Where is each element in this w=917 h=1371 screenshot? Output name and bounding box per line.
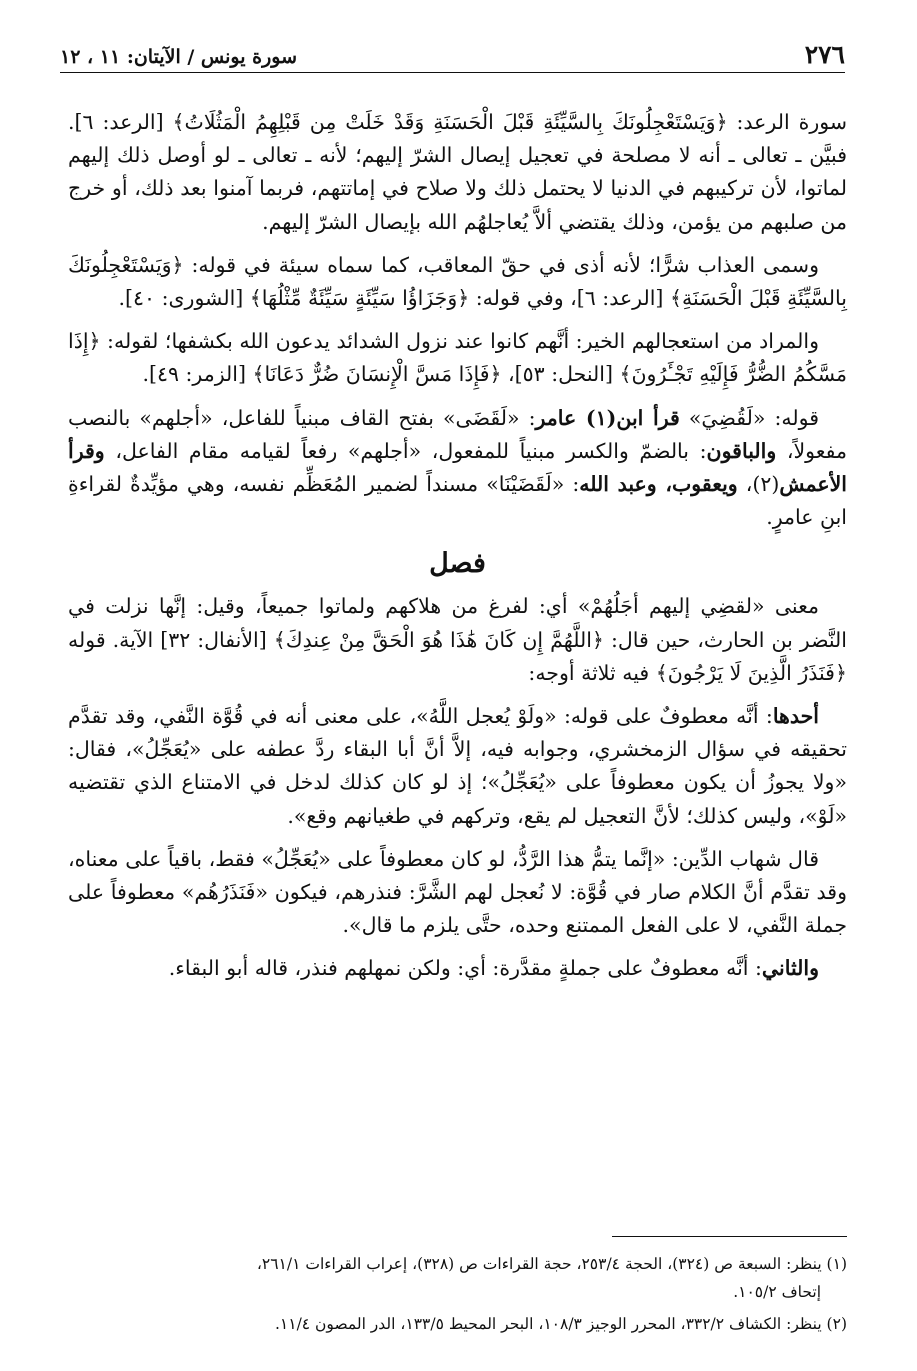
running-header <box>60 40 845 74</box>
paragraph-4-text: : بالضمّ والكسر مبنياً للمفعول، «أجلهم» رفعاً لقيامه مقام الفاعل، <box>104 438 707 463</box>
paragraph-1: سورة الرعد: ﴿وَيَسْتَعْجِلُونَكَ بِالسَّيِّئَةِ قَبْلَ الْحَسَنَةِ وَقَدْ خَلَتْ مِن قَبْلِهِمُ الْمَثُلَاتُ﴾ [الرعد: ٦]. فبيَّن ـ تعالى ـ أنه لا مصلحة في تعجيل إيصال الشرّ إليهم؛ لأنه ـ تعالى ـ لو أوصل ذلك إليهم لماتوا، لأن تركيبهم في الدنيا لا يحتمل ذلك ولا صلاح في إماتتهم، فربما آمنوا بعد ذلك، أو خرج من صلبهم من يؤمن، وذلك يقتضي ألاَّ يُعاجلهُم الله بإيصال الشرّ إليهم. <box>68 110 847 234</box>
main-text <box>68 106 847 996</box>
paragraph-4-text: : «لَقَضَى» بفتح القاف مبنياً للفاعل، «أجلهم» بالنصب مفعولاً، <box>68 405 847 463</box>
paragraph-8-text: : أنَّه معطوفٌ على جملةٍ مقدَّرة: أي: ولكن نمهلهم فنذر، قاله أبو البقاء. <box>168 956 762 981</box>
point-label-second: والثاني <box>761 956 819 981</box>
paragraph-5: معنى «لقضِي إليهم أجَلُهُمْ» أي: لفرغ من هلاكهم ولماتوا جميعاً، وقيل: إنَّها نزلت في النَّضر بن الحارث، حين قال: ﴿اللَّهُمَّ إِن كَانَ هَٰذَا هُوَ الْحَقَّ مِنْ عِندِكَ﴾ [الأنفال: ٣٢] الآية. قوله ﴿فَنَذَرُ الَّذِينَ لَا يَرْجُونَ﴾ فيه ثلاثة أوجه: <box>68 594 847 685</box>
footnote-ref-2: (٢)، <box>737 472 780 497</box>
footnote-1-continuation: إتحاف ١٠٥/٢. <box>733 1283 821 1301</box>
footnote-ref-1: (١) عامر <box>535 405 617 430</box>
footnote-1-text: (١) ينظر: السبعة ص (٣٢٤)، الحجة ٢٥٣/٤، حجة القراءات ص (٣٢٨)، إعراب القراءات ٢٦١/١، <box>256 1255 847 1273</box>
paragraph-4-text: قوله: «لَقُضِيَ» <box>679 405 820 430</box>
header-title: سورة يونس / الآيتان: ١١ ، ١٢ <box>60 46 297 68</box>
reader-amash: وقرأ الأعمش <box>68 438 847 497</box>
paragraph-4 <box>68 402 847 535</box>
page-number: ٢٧٦ <box>804 40 845 69</box>
footnotes <box>66 1250 847 1342</box>
reader-others: والباقون <box>706 438 777 463</box>
reader-yaqub-abdullah: ويعقوب، وعبد الله <box>579 472 738 497</box>
footnote-divider <box>612 1236 847 1237</box>
footnote-2: (٢) ينظر: الكشاف ٣٣٢/٢، المحرر الوجيز ١٠٨/٣، البحر المحيط ١٣٣/٥، الدر المصون ١١/٤. <box>274 1315 847 1333</box>
paragraph-2: وسمى العذاب شرًّا؛ لأنه أذى في حقّ المعاقب، كما سماه سيئة في قوله: ﴿وَيَسْتَعْجِلُونَكَ بِالسَّيِّئَةِ قَبْلَ الْحَسَنَةِ﴾ [الرعد: ٦]، وفي قوله: ﴿وَجَزَاؤُا سَيِّئَةٍ سَيِّئَةٌ مِّثْلُهَا﴾ [الشورى: ٤٠]. <box>68 252 847 311</box>
reader-ibn-amir: قرأ ابن <box>616 405 680 430</box>
paragraph-7: قال شهاب الدِّين: «إنَّما يتمُّ هذا الرَّدُّ، لو كان معطوفاً على «يُعَجِّلُ» فقط، باقياً على معناه، وقد تقدَّم أنَّ الكلام صار في قُوَّة: لا نُعجل لهم الشَّرَّ: فنذرهم، فيكون «فَنَذَرُهُم» معطوفاً على جملة النَّفي، لا على الفعل الممتنع وحده، حتَّى يلزم ما قال». <box>68 846 847 938</box>
paragraph-4-text: : «لَقَضَيْنَا» مسنداً لضمير المُعَظِّم نفسه، وهي مؤيِّدةٌ لقراءةِ ابنِ عامرٍ. <box>68 472 847 530</box>
paragraph-6-text: : أنَّه معطوفٌ على قوله: «ولَوْ يُعجل اللَّهُ»، على معنى أنه في قُوَّة النَّفي، وقد تقدَّم تحقيقه في سؤال الزمخشري، وجوابه فيه، إلاَّ أنَّ أبا البقاء ردَّ عطفه على «يُعَجِّلُ»، فقال: «ولا يجوزُ أن يكون معطوفاً على «يُعَجِّلُ»؛ إذ لو كان كذلك لدخل في الامتناع الذي تقتضيه «لَوْ»، وليس كذلك؛ لأنَّ التعجيل لم يقع، وتركهم في طغيانهم وقع». <box>68 704 847 828</box>
footnote-1 <box>66 1250 847 1306</box>
point-label-first: أحدها <box>772 704 819 729</box>
section-heading: فصل <box>429 548 486 580</box>
paragraph-3: والمراد من استعجالهم الخير: أنَّهم كانوا عند نزول الشدائد يدعون الله بكشفها؛ لقوله: ﴿إِذَا مَسَّكُمُ الضُّرُّ فَإِلَيْهِ تَجْـَٔرُونَ﴾ [النحل: ٥٣]، ﴿فَإِذَا مَسَّ الْإِنسَانَ ضُرٌّ دَعَانَا﴾ [الزمر: ٤٩]. <box>68 329 847 387</box>
paragraph-6 <box>68 700 847 833</box>
header-divider <box>60 72 845 73</box>
paragraph-8 <box>68 952 847 985</box>
